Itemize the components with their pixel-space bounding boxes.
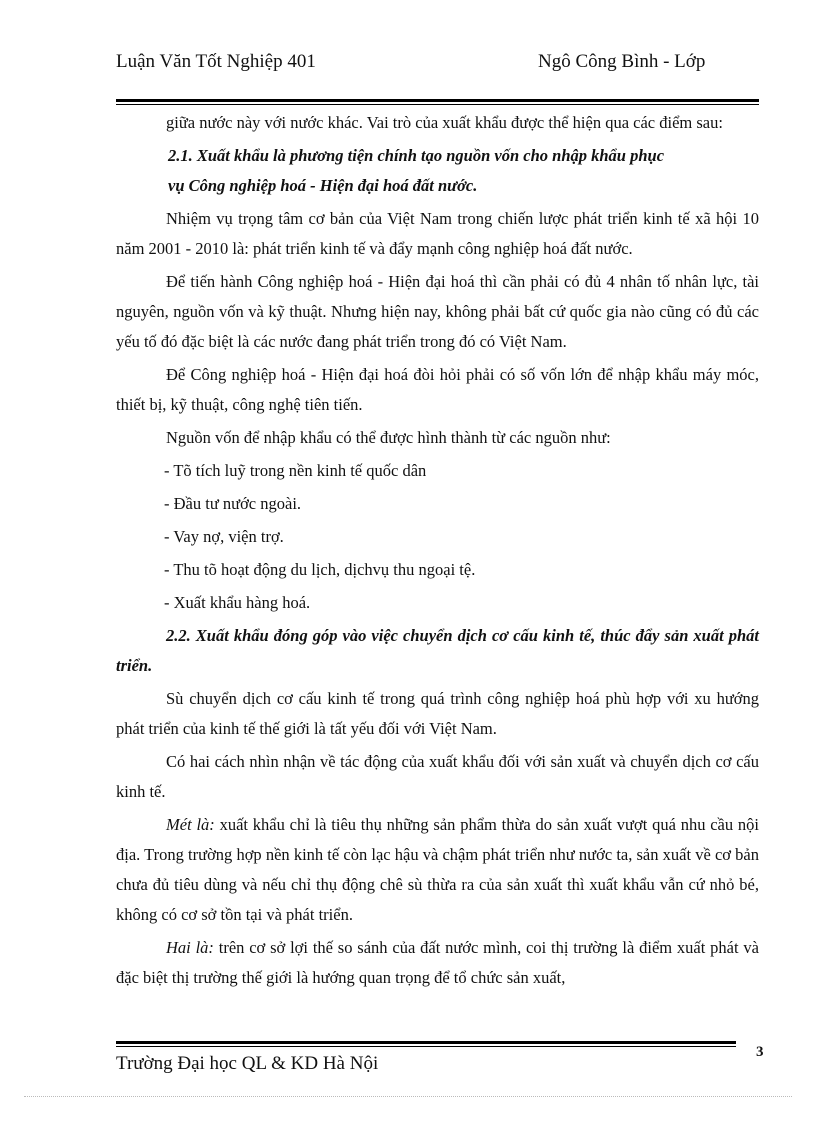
- paragraph-3: Để Công nghiệp hoá - Hiện đại hoá đòi hỏi phải có số vốn lớn để nhập khẩu máy móc, thiết bị, kỹ thuật, công nghệ tiên tiến.: [116, 365, 759, 414]
- paragraph-6: Có hai cách nhìn nhận về tác động của xuất khẩu đối với sản xuất và chuyển dịch cơ cấu kinh tế.: [116, 752, 759, 801]
- header-rule-thin: [116, 104, 759, 105]
- paragraph-8-lead: Hai là:: [166, 938, 214, 957]
- page-body: [116, 108, 759, 996]
- paragraph-2: Để tiến hành Công nghiệp hoá - Hiện đại hoá thì cần phải có đủ 4 nhân tố nhân lực, tài nguyên, nguồn vốn và kỹ thuật. Nhưng hiện nay, không phải bất cứ quốc gia nào cũng có đủ các yếu tố đó đặc biệt là các nước đang phát triển trong đó có Việt Nam.: [116, 272, 759, 351]
- list-item: - Xuất khẩu hàng hoá.: [164, 593, 311, 612]
- section-heading-2-1: [116, 141, 759, 201]
- section-heading-2-2: 2.2. Xuất khẩu đóng góp vào việc chuyển dịch cơ cấu kinh tế, thúc đẩy sản xuất phát triển.: [116, 626, 759, 675]
- paragraph-1: Nhiệm vụ trọng tâm cơ bản của Việt Nam trong chiến lược phát triển kinh tế xã hội 10 năm 2001 - 2010 là: phát triển kinh tế và đẩy mạnh công nghiệp hoá đất nước.: [116, 209, 759, 258]
- list-item: - Tõ tích luỹ trong nền kinh tế quốc dân: [164, 461, 427, 480]
- paragraph-7: [116, 810, 759, 930]
- paragraph-4: Nguồn vốn để nhập khẩu có thể được hình thành từ các nguồn như:: [166, 428, 611, 447]
- footer-rule-thin: [116, 1046, 736, 1047]
- list-item: - Vay nợ, viện trợ.: [164, 527, 284, 546]
- paragraph-8: [116, 933, 759, 993]
- footer-left: Trường Đại học QL & KD Hà Nội: [116, 1053, 379, 1074]
- page-number: 3: [756, 1044, 764, 1060]
- list-item: - Thu tõ hoạt động du lịch, dịchvụ thu ngoại tệ.: [164, 560, 476, 579]
- heading-2-1-line2: vụ Công nghiệp hoá - Hiện đại hoá đất nước.: [168, 176, 478, 195]
- paragraph-7-lead: Mét là:: [166, 815, 215, 834]
- paragraph-7-text: xuất khẩu chỉ là tiêu thụ những sản phẩm thừa do sản xuất vượt quá nhu cầu nội địa. Trong trường hợp nền kinh tế còn lạc hậu và chậm phát triển như nước ta, sản xuất về cơ bản chưa đủ tiêu dùng và nếu chỉ thụ động chê sù thừa ra của sản xuất thì xuất khẩu vẫn cứ nhỏ bé, không có cơ sở tồn tại và phát triển.: [116, 815, 760, 924]
- footer-rule: [116, 1041, 736, 1044]
- paragraph-8-text: trên cơ sở lợi thế so sánh của đất nước mình, coi thị trường là điểm xuất phát và đặc biệt thị trường thế giới là hướng quan trọng để tổ chức sản xuất,: [116, 938, 759, 987]
- header-left: Luận Văn Tốt Nghiệp 401: [116, 51, 316, 72]
- page-edge: [24, 1096, 792, 1097]
- heading-2-1-line1: 2.1. Xuất khẩu là phương tiện chính tạo nguồn vốn cho nhập khẩu phục: [168, 146, 665, 165]
- header-right: Ngô Công Bình - Lớp: [538, 51, 706, 72]
- paragraph-5: Sù chuyển dịch cơ cấu kinh tế trong quá trình công nghiệp hoá phù hợp với xu hướng phát triển của kinh tế thế giới là tất yếu đối với Việt Nam.: [116, 689, 759, 738]
- header-rule: [116, 99, 759, 102]
- list-item: - Đầu tư nước ngoài.: [164, 494, 302, 513]
- paragraph-intro: giữa nước này với nước khác. Vai trò của xuất khẩu được thể hiện qua các điểm sau:: [166, 113, 723, 132]
